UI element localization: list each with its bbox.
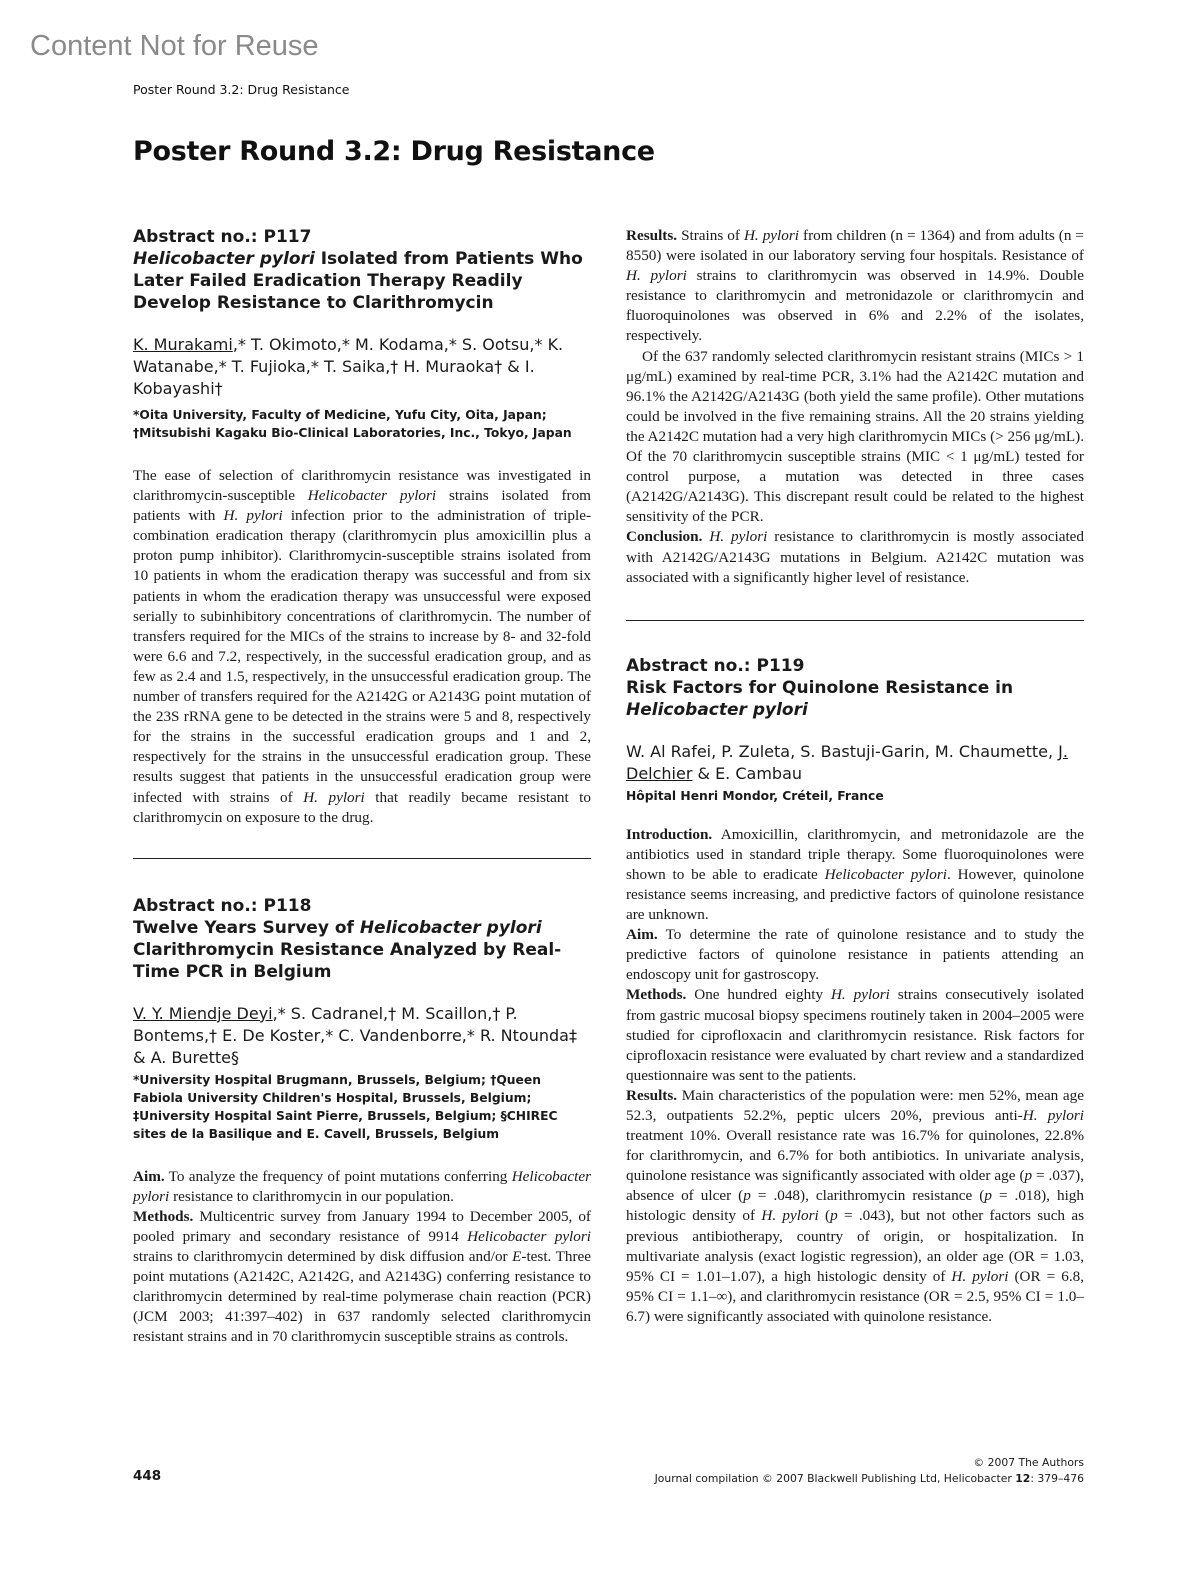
journal-compilation-line: Journal compilation © 2007 Blackwell Publishing Ltd, Helicobacter 12: 379–476 <box>654 1472 1084 1485</box>
introduction-paragraph: Introduction. Amoxicillin, clarithromycin, and metronidazole are the antibiotics used in standard triple therapy. Some fluoroquinolones were shown to be able to eradicate Helicobacter pylori. However, quinolone resistance seems increasing, and predictive factors of quinolone resistance are unknown. <box>626 825 1085 924</box>
section-divider <box>626 620 1084 621</box>
page-number: 448 <box>133 1468 162 1484</box>
running-head: Poster Round 3.2: Drug Resistance <box>133 82 350 97</box>
watermark: Content Not for Reuse <box>30 30 319 62</box>
conclusion-paragraph: Conclusion. H. pylori resistance to clarithromycin is mostly associated with A2142G/A2143G mutations in Belgium. A2142C mutation was associated with a significantly higher level of resistance. <box>626 528 1085 586</box>
presenting-author: V. Y. Miendje Deyi <box>133 1003 273 1023</box>
affiliations: Hôpital Henri Mondor, Créteil, France <box>626 788 884 803</box>
copyright-line: © 2007 The Authors <box>973 1456 1084 1469</box>
abstract-p117 <box>133 226 591 828</box>
presenting-author: K. Murakami <box>133 335 233 354</box>
methods-paragraph: Methods. Multicentric survey from January 1994 to December 2005, of pooled primary and secondary resistance of 9914 Helicobacter pylori strains to clarithromycin determined by disk diffusion and/or E-test. Three point mutations (A2142C, A2142G, and A2143G) conferring resistance to clarithromycin determined by real-time polymerase chain reaction (PCR) (JCM 2003; 41:397–402) in 637 randomly selected clarithromycin resistant strains and in 70 clarithromycin susceptible strains as controls. <box>133 1207 591 1346</box>
aim-paragraph: Aim. To determine the rate of quinolone resistance and to study the predictive factors of quinolone resistance in patients attending an endoscopy unit for gastroscopy. <box>626 926 1084 984</box>
affiliations: *University Hospital Brugmann, Brussels, Belgium; †Queen Fabiola University Children's Hospital, Brussels, Belgium; ‡University Hospital Saint Pierre, Brussels, Belgium; §CHIREC sites de la Basilique and E. Cavell, Brussels, Belgium <box>133 1072 558 1141</box>
abstract-number: Abstract no.: P118 <box>133 895 312 916</box>
methods-paragraph: Methods. One hundred eighty H. pylori strains consecutively isolated from gastric mucosal biopsy specimens routinely taken in 2004–2005 were studied for ciprofloxacin and clarithromycin resistance. Risk factors for ciprofloxacin resistance were evaluated by chart review and a standardized questionnaire was sent to the patients. <box>626 986 1084 1084</box>
abstract-number: Abstract no.: P117 <box>133 227 312 247</box>
aim-paragraph: Aim. To analyze the frequency of point mutations conferring Helicobacter pylori resistance to clarithromycin in our population. <box>133 1167 591 1205</box>
author-list: K. Murakami,* T. Okimoto,* M. Kodama,* S. Ootsu,* K. Watanabe,* T. Fujioka,* T. Saika,† H. Muraoka† & I. Kobayashi† <box>133 335 564 398</box>
presenting-author: J. Delchier <box>626 741 1068 783</box>
abstract-p118 <box>133 895 591 1348</box>
abstract-p118-continued <box>626 226 1084 588</box>
section-divider <box>133 858 591 859</box>
affiliations: *Oita University, Faculty of Medicine, Yufu City, Oita, Japan; †Mitsubishi Kagaku Bio-Clinical Laboratories, Inc., Tokyo, Japan <box>133 408 572 440</box>
page-title: Poster Round 3.2: Drug Resistance <box>133 136 655 167</box>
results-paragraph: Results. Main characteristics of the population were: men 52%, mean age 52.3, outpatients 52.2%, peptic ulcers 20%, previous anti-H. pylori treatment 10%. Overall resistance rate was 16.7% for quinolones, 22.8% for clarithromycin, and 6.7% for both antibiotics. In univariate analysis, quinolone resistance was significantly associated with older age (p = .037), absence of ulcer (p = .048), clarithromycin resistance (p = .018), high histologic density of H. pylori (p = .043), but not other factors such as previous antibiotherapy, country of origin, or hospitalization. In multivariate analysis (exact logistic regression), an older age (OR = 1.03, 95% CI = 1.01–1.07), a high histologic density of H. pylori (OR = 6.8, 95% CI = 1.1–∞), and clarithromycin resistance (OR = 2.5, 95% CI = 1.0–6.7) were significantly associated with quinolone resistance. <box>626 1086 1085 1325</box>
left-column <box>133 226 591 1348</box>
results-paragraph: Results. Strains of H. pylori from children (n = 1364) and from adults (n = 8550) were isolated in our laboratory serving four hospitals. Resistance of H. pylori strains to clarithromycin was observed in 14.9%. Double resistance to clarithromycin and metronidazole or clarithromycin and fluoroquinolones was observed in 6% and 2.2% of the isolates, respectively. <box>626 227 1084 345</box>
abstract-number: Abstract no.: P119 <box>626 655 805 676</box>
right-column <box>626 226 1084 1327</box>
results-paragraph-2: Of the 637 randomly selected clarithromycin resistant strains (MICs > 1 μg/mL) examined by real-time PCR, 3.1% had the A2142C mutation and 96.1% the A2142G/A2143G (both yield the same profile). Other mutations could be involved in the five remaining strains. All the 20 strains yielding the A2142C mutation had a very high clarithromycin MICs (> 256 μg/mL). Of the 70 clarithromycin susceptible strains (MIC < 1 μg/mL) tested for control purpose, a mutation was detected in three cases (A2142G/A2143G). This discrepant result could be related to the highest sensitivity of the PCR. <box>626 347 1084 526</box>
author-list: V. Y. Miendje Deyi,* S. Cadranel,† M. Scaillon,† P. Bontems,† E. De Koster,* C. Vandenborre,* R. Ntounda‡ & A. Burette§ <box>133 1003 577 1067</box>
abstract-title: Risk Factors for Quinolone Resistance in Helicobacter pylori <box>626 677 1014 720</box>
abstract-body: The ease of selection of clarithromycin resistance was investigated in clarithromycin-susceptible Helicobacter pylori strains isolated from patients with H. pylori infection prior to the administration of triple-combination eradication therapy (clarithromycin plus amoxicillin plus a proton pump inhibitor). Clarithromycin-susceptible strains isolated from 10 patients in whom the eradication therapy was successful and from six patients in whom the eradication therapy was unsuccessful were exposed serially to subinhibitory concentrations of clarithromycin. The number of transfers required for the MICs of the strains to increase by 8- and 32-fold were 6.6 and 7.2, respectively, in the successful eradication group, and as few as 2.4 and 1.5, respectively, in the unsuccessful eradication group. The number of transfers required for the A2142G or A2143G point mutation of the 23S rRNA gene to be detected in the strains were 5 and 8, respectively for the strains in the successful eradication groups and 1 and 2, respectively for the strains in the unsuccessful eradication group. These results suggest that patients in the unsuccessful eradication group were infected with strains of H. pylori that readily became resistant to clarithromycin on exposure to the drug. <box>133 467 591 826</box>
abstract-title: Helicobacter pylori Isolated from Patients Who Later Failed Eradication Therapy Readily Develop Resistance to Clarithromycin <box>133 249 583 313</box>
abstract-p119 <box>626 655 1084 1327</box>
author-list: W. Al Rafei, P. Zuleta, S. Bastuji-Garin, M. Chaumette, J. Delchier & E. Cambau <box>626 741 1068 783</box>
abstract-title: Twelve Years Survey of Helicobacter pylori Clarithromycin Resistance Analyzed by Real-Time PCR in Belgium <box>133 917 562 982</box>
journal-footer <box>655 1455 1084 1487</box>
